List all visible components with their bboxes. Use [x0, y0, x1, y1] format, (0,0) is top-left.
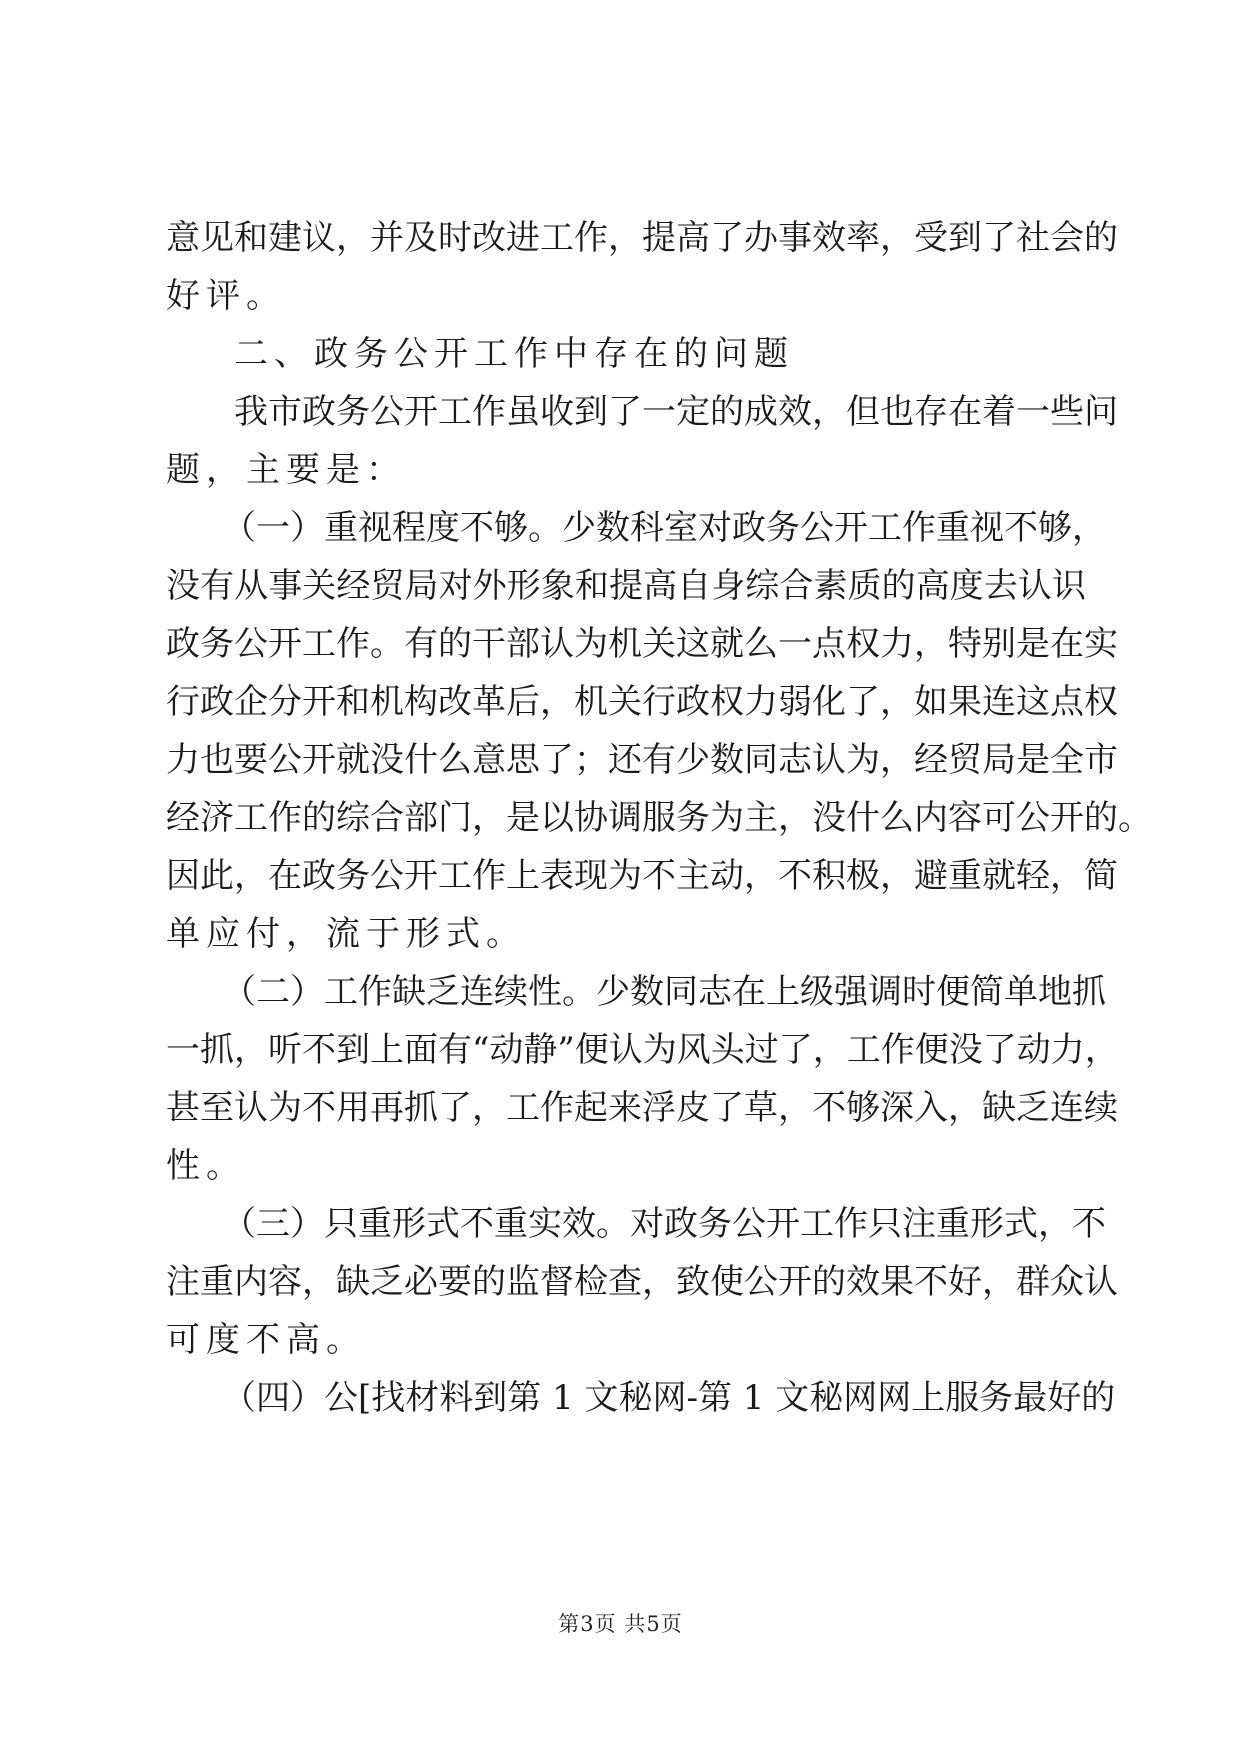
body-line: （二）工作缺乏连续性。少数同志在上级强调时便简单地抓 — [222, 972, 1106, 1012]
body-line: 可度不高。 — [166, 1320, 366, 1360]
body-line: 力也要公开就没什么意思了；还有少数同志认为，经贸局是全市 — [166, 740, 1118, 780]
body-line: （三）只重形式不重实效。对政务公开工作只注重形式，不 — [222, 1204, 1106, 1244]
page-number-footer: 第3页 共5页 — [558, 1612, 683, 1636]
body-line: 单应付，流于形式。 — [166, 914, 526, 954]
body-line: 经济工作的综合部门，是以协调服务为主，没什么内容可公开的。 — [166, 798, 1152, 838]
body-line: 一抓，听不到上面有“动静”便认为风头过了，工作便没了动力， — [166, 1030, 1119, 1070]
body-line: 题，主要是： — [166, 450, 406, 490]
body-line: 政务公开工作。有的干部认为机关这就么一点权力，特别是在实 — [166, 624, 1118, 664]
body-line: 因此，在政务公开工作上表现为不主动，不积极，避重就轻，简 — [166, 856, 1118, 896]
body-line: 性。 — [166, 1146, 246, 1186]
body-line: 好评。 — [166, 276, 286, 316]
body-line: 我市政务公开工作虽收到了一定的成效，但也存在着一些问 — [234, 392, 1118, 432]
body-line: 行政企分开和机构改革后，机关行政权力弱化了，如果连这点权 — [166, 682, 1118, 722]
body-line: 注重内容，缺乏必要的监督检查，致使公开的效果不好，群众认 — [166, 1262, 1118, 1302]
body-line: 意见和建议，并及时改进工作，提高了办事效率，受到了社会的 — [166, 218, 1118, 258]
body-line: 没有从事关经贸局对外形象和提高自身综合素质的高度去认识 — [166, 566, 1086, 606]
section-heading: 二、政务公开工作中存在的问题 — [234, 334, 794, 374]
body-line: 甚至认为不用再抓了，工作起来浮皮了草，不够深入，缺乏连续 — [166, 1088, 1118, 1128]
body-line: （一）重视程度不够。少数科室对政务公开工作重视不够， — [222, 508, 1106, 548]
body-line: （四）公[找材料到第 1 文秘网-第 1 文秘网网上服务最好的 — [222, 1378, 1116, 1418]
